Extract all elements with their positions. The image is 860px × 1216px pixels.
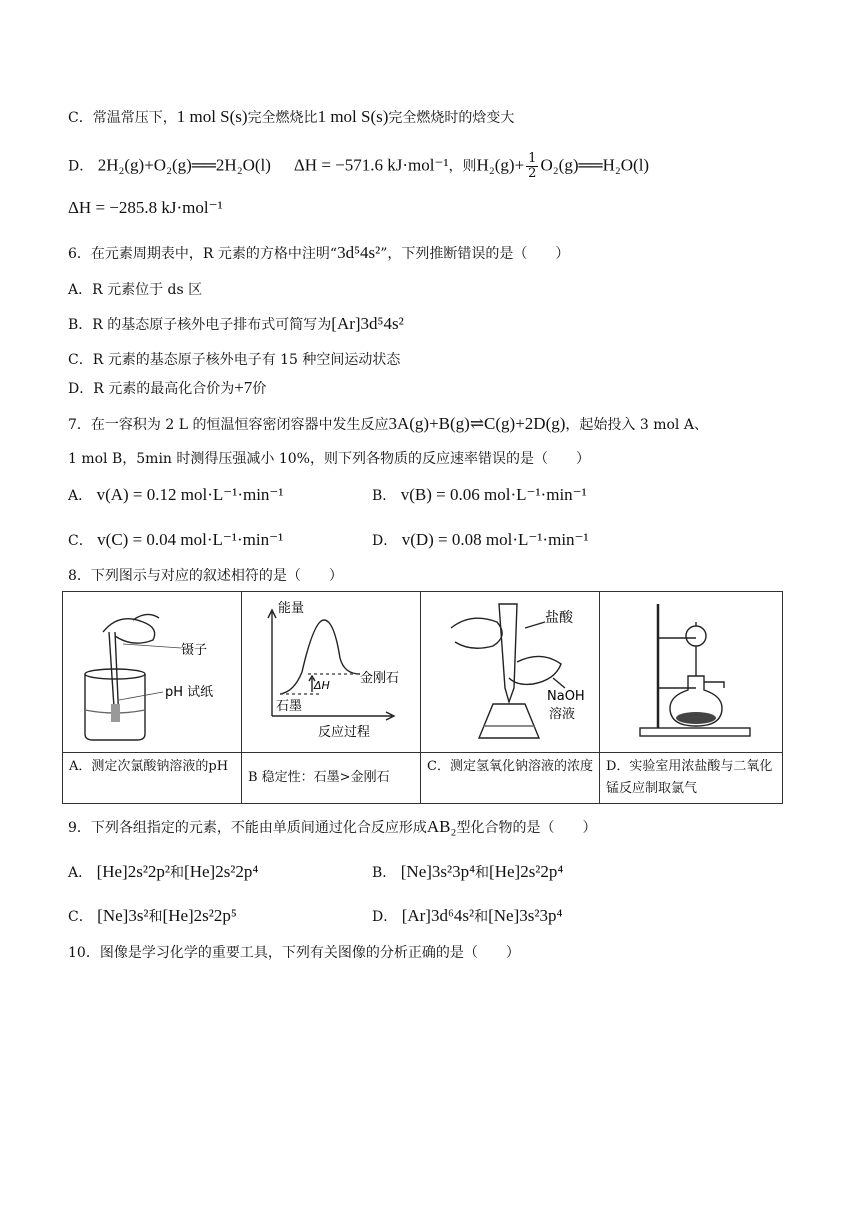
- q7-option-b: [372, 485, 587, 506]
- option-text: 价: [252, 381, 267, 397]
- option-label: B．: [372, 865, 397, 881]
- q7-option-a: [68, 485, 284, 506]
- q5-option-c: [68, 107, 514, 128]
- figure-label: 反应过程: [318, 725, 371, 740]
- hand-outline: [103, 619, 155, 644]
- formula: AB₂: [426, 817, 457, 836]
- rate-expression: v(D) = 0.08 mol·L⁻¹·min⁻¹: [401, 530, 589, 549]
- option-label: D．: [372, 909, 398, 925]
- stem-text: ”，下列推断错误的是（ ）: [380, 246, 570, 262]
- figure-label: pH 试纸: [165, 685, 214, 700]
- option-label: C．: [68, 909, 93, 925]
- right-hand-outline: [509, 656, 561, 684]
- thermo-equation: H₂(g)+: [476, 155, 525, 175]
- electron-config: [Ar]3d⁵4s²: [331, 314, 404, 333]
- option-text: B．R 的基态原子核外电子排布式可简写为: [68, 317, 332, 333]
- q6-option-a: A．R 元素位于 ds 区: [68, 282, 203, 298]
- figure-d-cell: [600, 592, 783, 753]
- thermo-equation: 2H₂(g)+O₂(g)══2H₂O(l): [97, 155, 271, 175]
- q6-option-c: C．R 元素的基态原子核外电子有 15 种空间运动状态: [68, 352, 401, 368]
- stem-text: 9．下列各组指定的元素，不能由单质间通过化合反应形成: [68, 820, 427, 836]
- left-hand-outline: [451, 618, 502, 648]
- conjunction: 和: [170, 865, 185, 881]
- figure-label: 镊子: [181, 643, 208, 658]
- figure-label: 能量: [278, 601, 305, 616]
- caption-c: C．测定氢氧化钠溶液的浓度: [421, 753, 600, 804]
- q5-option-d: [68, 152, 649, 181]
- stem-text: 型化合物的是（ ）: [456, 820, 597, 836]
- caption-a: A．测定次氯酸钠溶液的pH: [63, 753, 242, 804]
- option-label: B．: [372, 488, 397, 504]
- math-expression: 1 mol S(s): [176, 107, 248, 126]
- stem-text: ，起始投入 3 mol A、: [565, 417, 708, 433]
- option-label: A．: [68, 865, 93, 881]
- electron-config: [Ne]3s²3p⁴: [488, 906, 563, 925]
- q9-option-b: [372, 862, 563, 883]
- electron-config: 3d⁵4s²: [337, 243, 381, 262]
- delivery-tube: [704, 682, 724, 688]
- q7-stem-continued: 1 mol B，5min 时测得压强减小 10%，则下列各物质的反应速率错误的是（ ）: [68, 451, 590, 467]
- q9-option-c: [68, 906, 237, 927]
- figure-label: 金刚石: [360, 671, 400, 686]
- option-text: D．R 元素的最高化合价为: [68, 381, 235, 397]
- valence-value: +7: [234, 378, 253, 397]
- q7-stem: [68, 414, 708, 435]
- beaker-rim: [85, 669, 145, 679]
- fraction-denominator: 2: [528, 166, 537, 181]
- figure-label: 盐酸: [545, 610, 573, 626]
- option-text: ，则: [448, 158, 477, 175]
- q7-option-d: [372, 530, 589, 551]
- figure-b-cell: [242, 592, 421, 753]
- enthalpy-change: ΔH = −571.6 kJ·mol⁻¹: [293, 155, 449, 175]
- option-label: C．: [68, 110, 93, 126]
- ph-paper-strip: [111, 704, 120, 722]
- q6-option-d: [68, 378, 266, 399]
- math-expression: 1 mol S(s): [317, 107, 389, 126]
- electron-config: [Ne]3s²: [97, 906, 149, 925]
- option-text: 完全燃烧时的焓变大: [388, 110, 515, 126]
- option-label: D．: [68, 158, 94, 175]
- electron-config: [Ne]3s²3p⁴: [400, 862, 476, 881]
- conjunction: 和: [148, 909, 163, 925]
- energy-profile-diagram: [242, 592, 420, 748]
- caption-d: D．实验室用浓盐酸与二氧化锰反应制取氯气: [600, 753, 783, 804]
- q6-option-b: [68, 314, 404, 335]
- figure-label: 溶液: [549, 707, 576, 722]
- option-label: A．: [68, 488, 93, 504]
- reaction-equation: 3A(g)+B(g)⇌C(g)+2D(g): [388, 414, 566, 433]
- electron-config: [Ar]3d⁶4s²: [401, 906, 475, 925]
- figure-label: NaOH: [547, 689, 585, 704]
- ph-paper-tweezers-illustration: [63, 592, 241, 748]
- stand-base: [640, 728, 750, 736]
- conjunction: 和: [474, 909, 489, 925]
- rate-expression: v(B) = 0.06 mol·L⁻¹·min⁻¹: [400, 485, 587, 504]
- option-text: 完全燃烧比: [247, 110, 318, 126]
- option-label: C．: [68, 533, 93, 549]
- electron-config: [He]2s²2p⁴: [489, 862, 564, 881]
- figure-c-cell: [421, 592, 600, 753]
- caption-b: B 稳定性：石墨>金刚石: [242, 753, 421, 804]
- electron-config: [He]2s²2p⁵: [162, 906, 237, 925]
- figure-label: 石墨: [276, 699, 303, 714]
- figure-label: ΔH: [314, 679, 330, 692]
- burette-outline: [499, 604, 517, 702]
- rate-expression: v(A) = 0.12 mol·L⁻¹·min⁻¹: [96, 485, 284, 504]
- conical-flask-outline: [479, 704, 539, 738]
- fraction: [526, 152, 538, 181]
- rate-expression: v(C) = 0.04 mol·L⁻¹·min⁻¹: [97, 530, 284, 549]
- separatory-funnel: [686, 626, 706, 646]
- q6-stem: [68, 243, 569, 264]
- fraction-numerator: 1: [528, 151, 537, 166]
- q8-stem: 8．下列图示与对应的叙述相符的是（ ）: [68, 568, 343, 584]
- titration-illustration: [421, 592, 599, 748]
- option-label: D．: [372, 533, 398, 549]
- conjunction: 和: [475, 865, 490, 881]
- chlorine-generator-illustration: [600, 592, 778, 748]
- electron-config: [He]2s²2p⁴: [184, 862, 259, 881]
- thermo-equation: O₂(g)══H₂O(l): [540, 155, 650, 175]
- q9-stem: [68, 817, 596, 838]
- q10-stem: 10．图像是学习化学的重要工具，下列有关图像的分析正确的是（ ）: [68, 945, 520, 961]
- q5-option-d-enthalpy: ΔH = −285.8 kJ·mol⁻¹: [68, 198, 223, 217]
- q9-option-d: [372, 906, 562, 927]
- manganese-dioxide-powder: [676, 712, 716, 724]
- q8-figure-table: [62, 591, 783, 804]
- q7-option-c: [68, 530, 283, 551]
- stem-text: 7．在一容积为 2 L 的恒温恒容密闭容器中发生反应: [68, 417, 389, 433]
- stem-text: 6．在元素周期表中，R 元素的方格中注明“: [68, 246, 338, 262]
- q9-option-a: [68, 862, 258, 883]
- electron-config: [He]2s²2p²: [96, 862, 171, 881]
- figure-a-cell: [63, 592, 242, 753]
- option-text: 常温常压下，: [92, 110, 177, 126]
